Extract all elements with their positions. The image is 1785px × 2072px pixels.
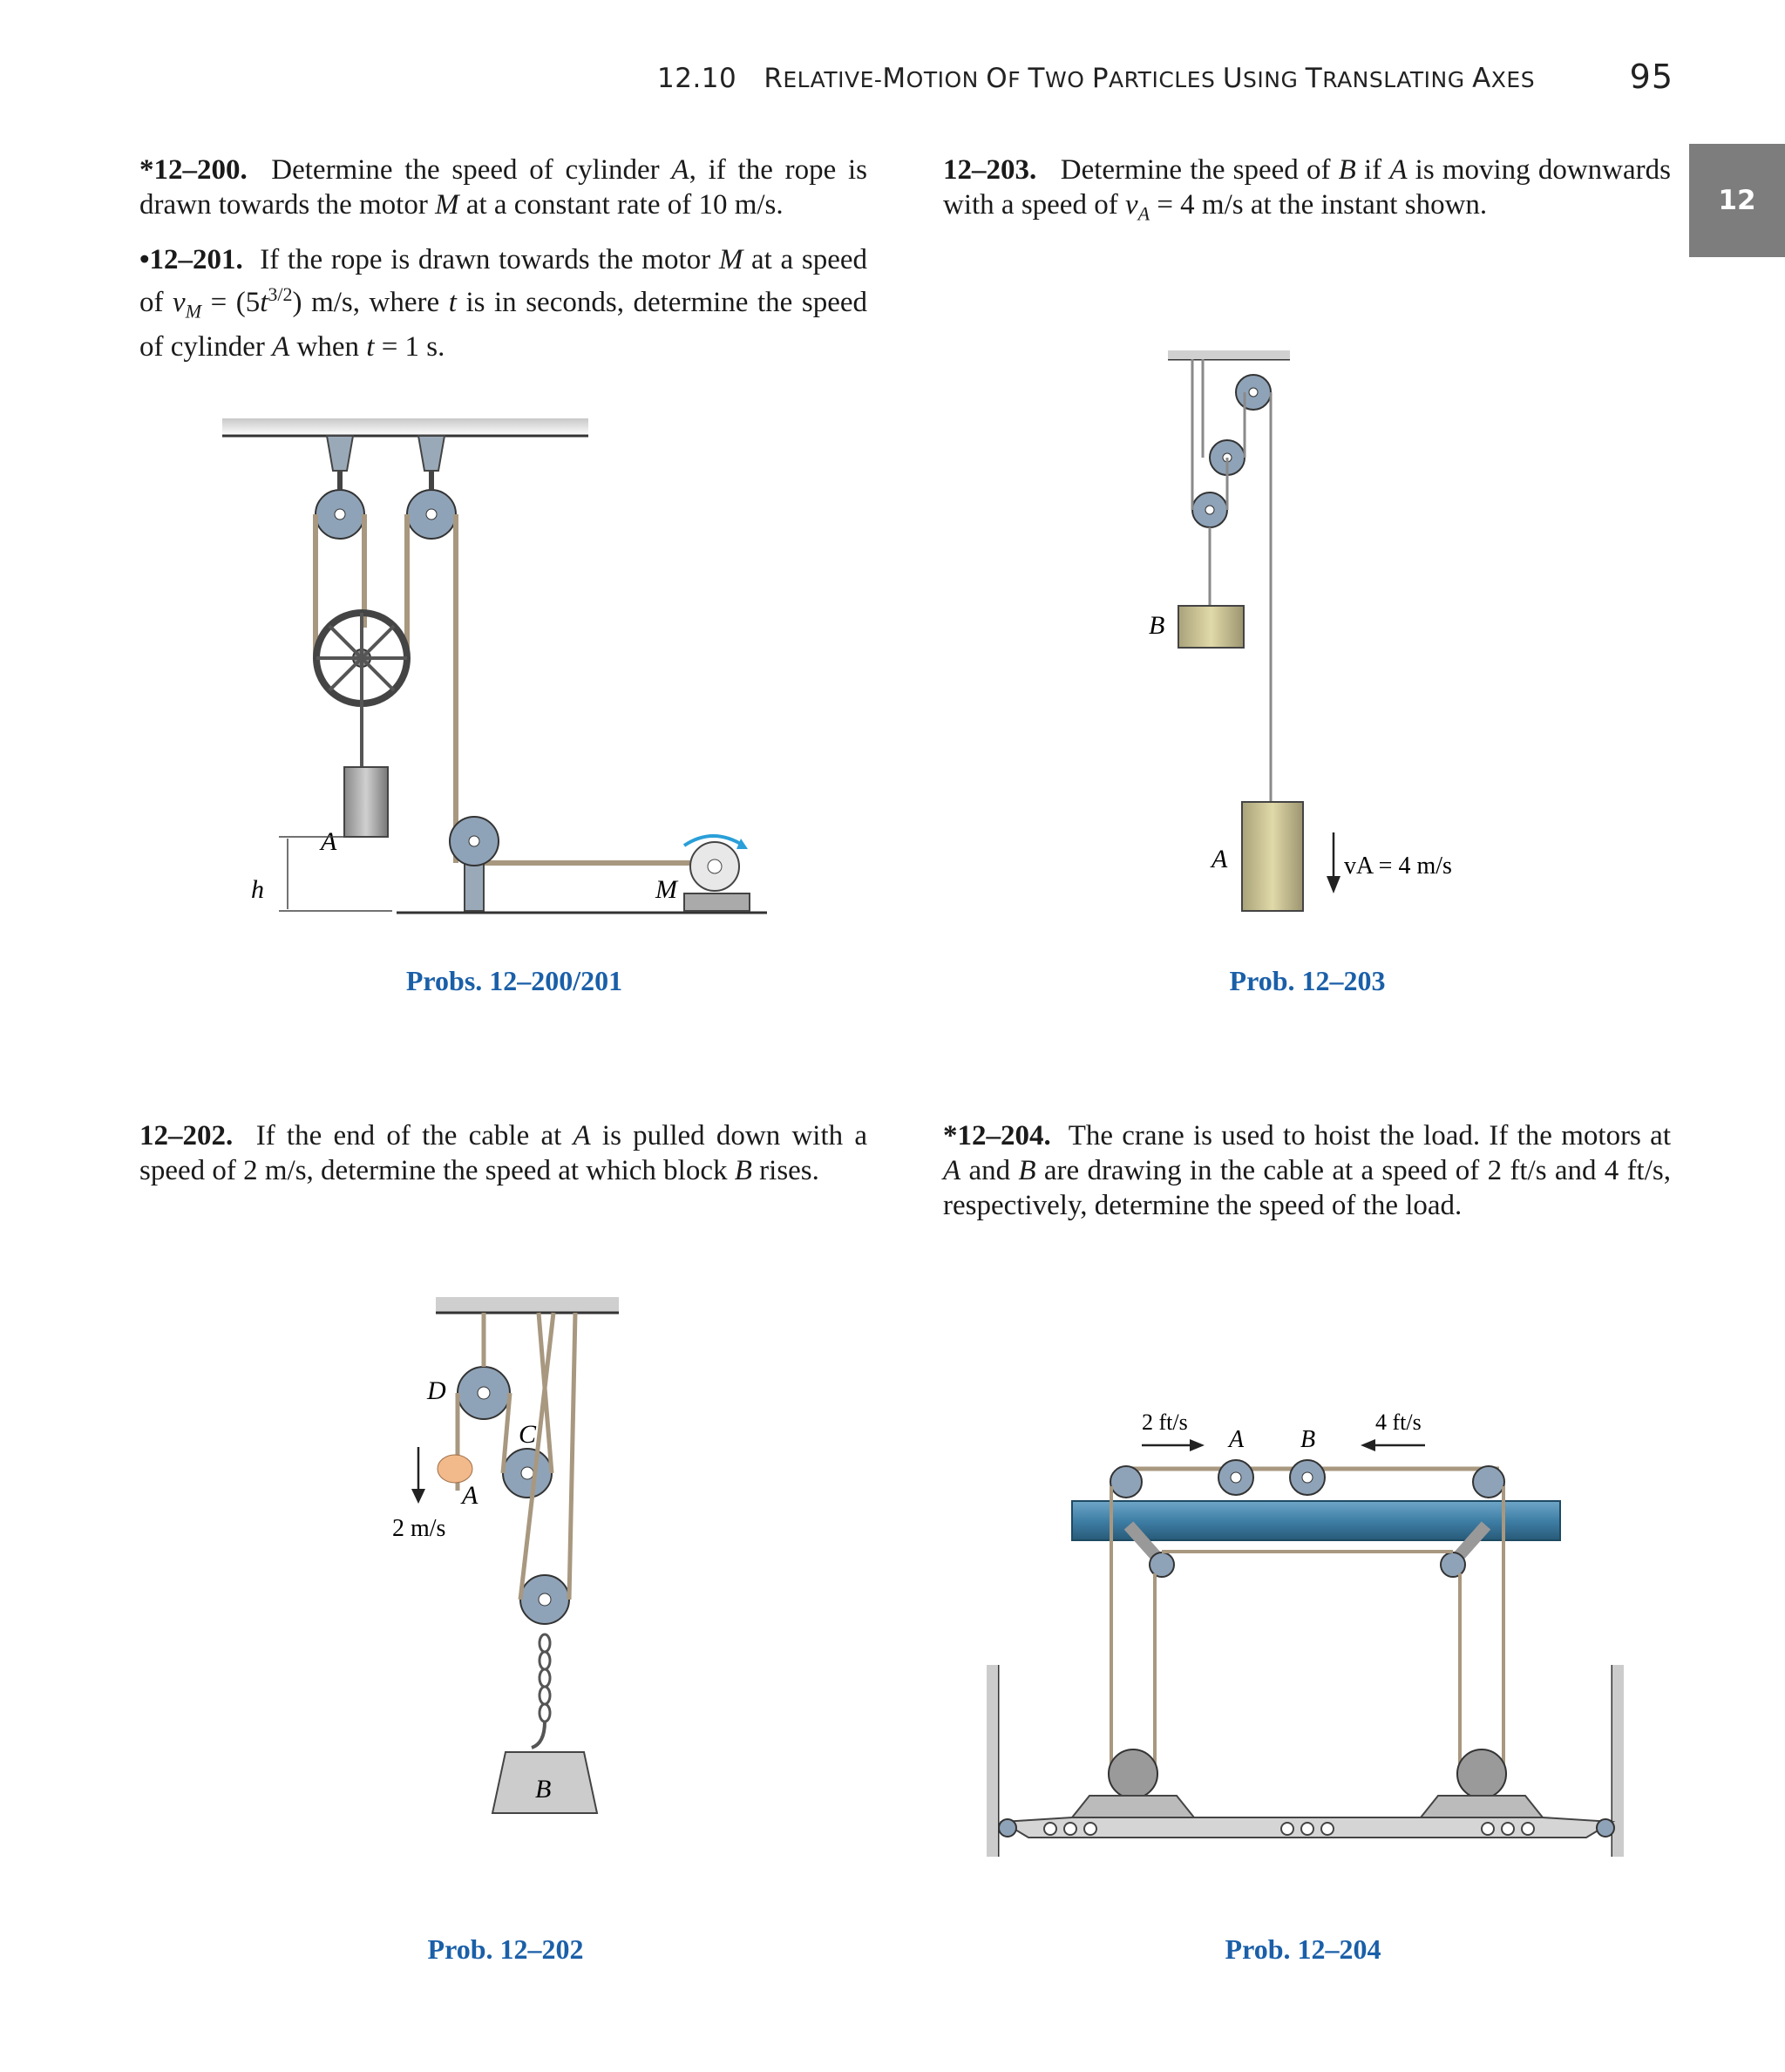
speed-2ms: 2 m/s: [392, 1515, 446, 1542]
speed-va: vA = 4 m/s: [1344, 853, 1452, 880]
chapter-tab: 12: [1689, 144, 1785, 257]
label-a: A: [1229, 1426, 1245, 1453]
problem-12-202: 12–202. If the end of the cable at A is pulled down with a speed of 2 m/s, determine the speed at which block B rises.: [139, 1120, 867, 1186]
figure-12-203: [1124, 340, 1517, 933]
caption-12-202: Prob. 12–202: [427, 1933, 584, 1965]
section-heading: 12.10 RELATIVE-MOTION OF TWO PARTICLES USING TRANSLATING AXES: [657, 63, 1536, 94]
figure-12-200-201: [218, 410, 776, 933]
label-c: C: [519, 1420, 537, 1449]
label-m: M: [655, 875, 677, 904]
caption-12-203: Prob. 12–203: [1229, 965, 1386, 996]
label-a: A: [1211, 845, 1228, 873]
problem-12-204: *12–204. The crane is used to hoist the load. If the motors at A and B are drawing in the cable at a speed of 2 ft/s and 4 ft/s, respectively, determine the speed of the load.: [943, 1120, 1671, 1221]
problem-12-200: *12–200. Determine the speed of cylinder A, if the rope is drawn towards the motor M at a constant rate of 10 m/s.: [139, 154, 868, 221]
label-b: B: [1149, 611, 1165, 640]
running-header: [645, 56, 1673, 108]
label-a: A: [462, 1481, 478, 1510]
figure-12-202: [375, 1290, 654, 1883]
speed-b: 4 ft/s: [1375, 1410, 1422, 1435]
label-h: h: [251, 875, 264, 904]
page-number: 95: [1629, 58, 1673, 96]
caption-12-200-201: Probs. 12–200/201: [405, 965, 623, 996]
speed-a: 2 ft/s: [1142, 1410, 1188, 1435]
caption-12-204: Prob. 12–204: [1225, 1933, 1381, 1965]
label-a: A: [321, 827, 337, 856]
label-b: B: [535, 1775, 552, 1804]
figure-12-204: [976, 1403, 1639, 1874]
label-d: D: [427, 1376, 446, 1405]
section-title: RELATIVE-MOTION OF TWO PARTICLES USING TRANSLATING AXES: [764, 63, 1536, 94]
problem-12-203: 12–203. Determine the speed of B if A is moving downwards with a speed of $v_A = 4$ m/s at the instant shown.: [943, 154, 1671, 225]
problem-12-201: •12–201. If the rope is drawn towards the motor M at a speed of $v_M = (5t^{3/2})$ m/s, where t is in seconds, determine the speed of cylinder A when t = 1 s.: [139, 244, 867, 363]
label-b: B: [1300, 1426, 1316, 1453]
